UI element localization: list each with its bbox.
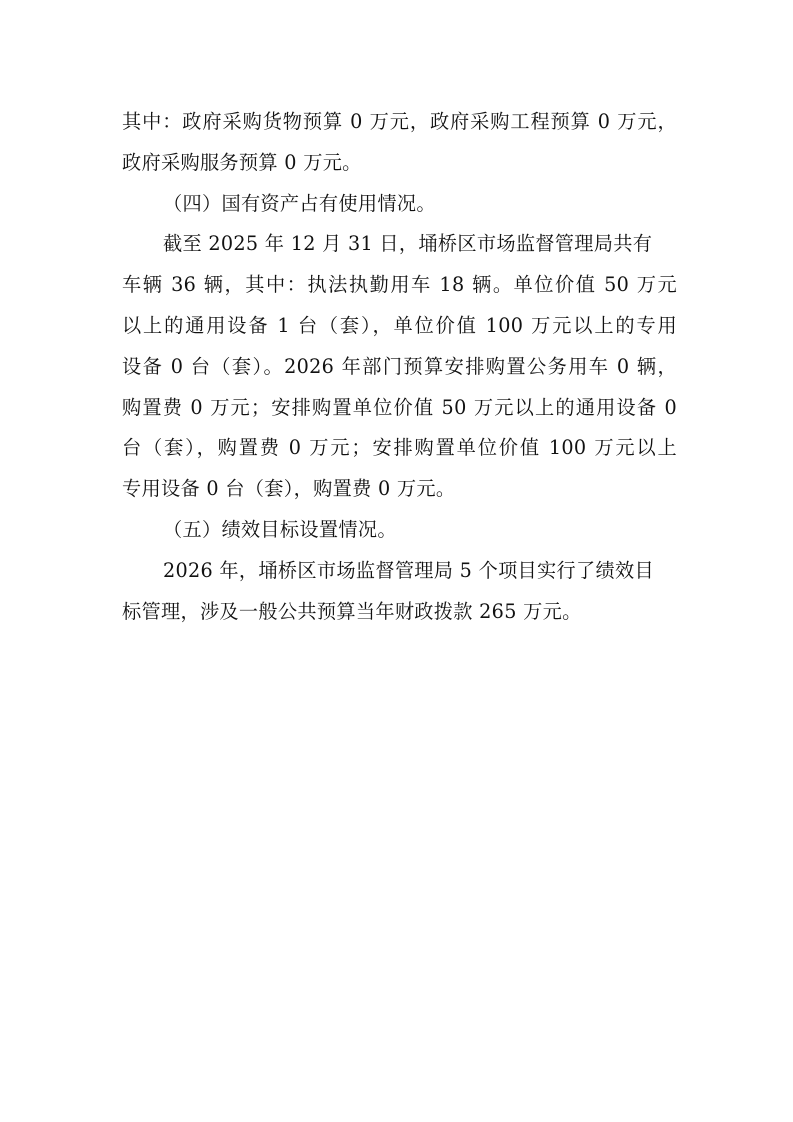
paragraph-line: 专用设备 0 台（套），购置费 0 万元。 bbox=[122, 477, 456, 501]
paragraph-line: 设备 0 台（套）。2026 年部门预算安排购置公务用车 0 辆， bbox=[122, 354, 677, 378]
paragraph-line: 台（套），购置费 0 万元；安排购置单位价值 100 万元以上 bbox=[122, 436, 677, 460]
paragraph-line: 政府采购服务预算 0 万元。 bbox=[122, 150, 362, 174]
paragraph-line: 车辆 36 辆，其中：执法执勤用车 18 辆。单位价值 50 万元 bbox=[122, 273, 677, 297]
paragraph-line: 以上的通用设备 1 台（套），单位价值 100 万元以上的专用 bbox=[122, 313, 677, 337]
paragraph-line: 截至 2025 年 12 月 31 日，埇桥区市场监督管理局共有 bbox=[163, 232, 653, 256]
body-text bbox=[122, 102, 677, 632]
section-heading-performance: （五）绩效目标设置情况。 bbox=[163, 517, 397, 541]
paragraph-line: 购置费 0 万元；安排购置单位价值 50 万元以上的通用设备 0 bbox=[122, 395, 677, 419]
paragraph-line: 标管理，涉及一般公共预算当年财政拨款 265 万元。 bbox=[122, 599, 582, 623]
paragraph-line: 其中：政府采购货物预算 0 万元，政府采购工程预算 0 万元， bbox=[122, 110, 677, 133]
section-heading-assets: （四）国有资产占有使用情况。 bbox=[163, 191, 436, 215]
paragraph-line: 2026 年，埇桥区市场监督管理局 5 个项目实行了绩效目 bbox=[163, 558, 654, 582]
